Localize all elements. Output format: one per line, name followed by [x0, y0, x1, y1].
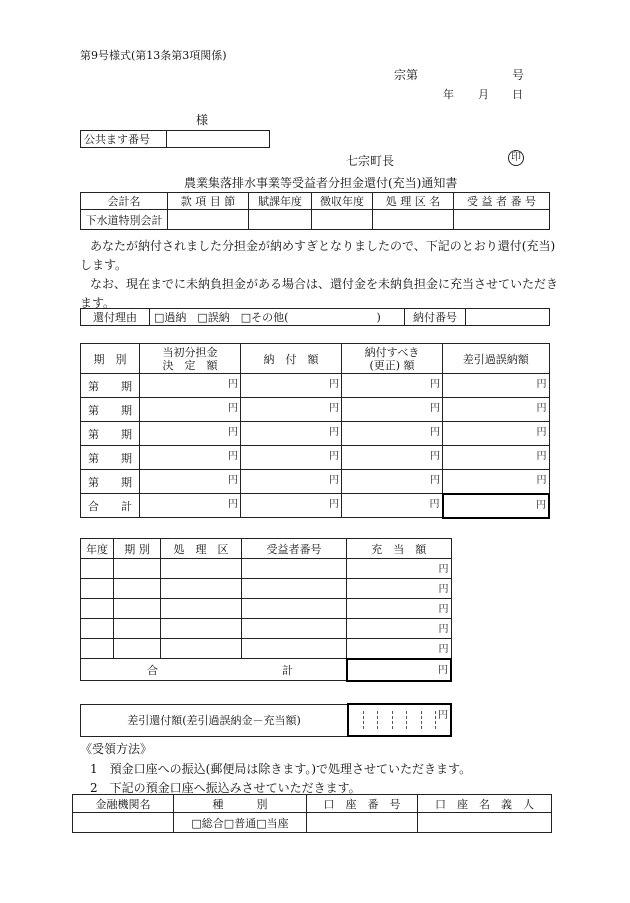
collection-year-cell[interactable] [312, 210, 373, 230]
yen-unit: 円 [430, 379, 440, 390]
paid-amount-cell[interactable] [241, 398, 342, 422]
due-amount-cell[interactable] [342, 494, 443, 518]
alloc-year-cell[interactable] [81, 599, 114, 619]
account-holder-cell[interactable] [418, 813, 552, 833]
alloc-header-1: 期 別 [114, 539, 161, 559]
addressee-suffix: 様 [196, 113, 209, 127]
yen-unit: 円 [536, 403, 547, 414]
alloc-district-cell[interactable] [161, 619, 242, 639]
alloc-period-cell[interactable] [114, 619, 161, 639]
alloc-year-cell[interactable] [81, 619, 114, 639]
alloc-amount-cell[interactable] [347, 619, 452, 639]
date-month: 月 [478, 88, 489, 101]
initial-amount-header [140, 344, 241, 374]
yen-unit: 円 [438, 624, 449, 635]
total-left: 合 [147, 663, 158, 677]
yen-unit: 円 [429, 499, 440, 510]
yen-unit: 円 [430, 403, 440, 414]
yen-unit: 円 [438, 664, 448, 676]
receipt-heading: 《受領方法》 [80, 742, 153, 756]
alloc-period-cell[interactable] [114, 599, 161, 619]
alloc-beneficiary-cell[interactable] [242, 619, 347, 639]
yen-unit: 円 [536, 475, 547, 486]
reason-label: 還付理由 [81, 309, 150, 326]
diff-amount-cell[interactable] [443, 374, 550, 398]
yen-unit: 円 [536, 427, 547, 438]
yen-unit: 円 [329, 451, 339, 462]
bank-table [72, 794, 552, 833]
account-table [80, 192, 550, 230]
due-amount-header [342, 344, 443, 374]
bank-header-3: 口 座 名 義 人 [418, 795, 552, 813]
due-amount-cell[interactable] [342, 422, 443, 446]
initial-amount-cell[interactable] [140, 374, 241, 398]
public-cmd-label: 公共ます番号 [81, 131, 167, 148]
payment-number-value[interactable] [466, 309, 550, 326]
paid-amount-cell[interactable] [241, 446, 342, 470]
alloc-year-cell[interactable] [81, 639, 114, 659]
alloc-total-amount-cell[interactable] [347, 659, 452, 681]
refund-label: 差引還付額(差引過誤納金－充当額) [81, 704, 349, 736]
public-cmd-table [80, 130, 270, 148]
period-label: 第 期 [81, 446, 140, 470]
yen-unit: 円 [430, 475, 440, 486]
date-day: 日 [512, 88, 523, 101]
paid-amount-header: 納 付 額 [241, 344, 342, 374]
alloc-period-cell[interactable] [114, 579, 161, 599]
mayor-name: 七宗町長 [346, 154, 395, 168]
alloc-header-3: 受益者番号 [242, 539, 347, 559]
account-type-options[interactable]: □総合□普通□当座 [174, 813, 307, 833]
account-header-0: 会計名 [81, 193, 168, 210]
initial-amount-cell[interactable] [140, 494, 241, 518]
alloc-amount-cell[interactable] [347, 639, 452, 659]
total-label: 合 計 [81, 494, 140, 518]
period-row [81, 374, 550, 398]
body-p1-line1: あなたが納付されました分担金が納めすぎとなりましたので、下記のとおり還付(充当) [90, 239, 556, 253]
period-label: 第 期 [81, 422, 140, 446]
refund-yen: 円 [438, 710, 448, 721]
assessment-year-cell[interactable] [249, 210, 312, 230]
alloc-period-cell[interactable] [114, 639, 161, 659]
period-table [80, 343, 550, 519]
initial-amount-cell[interactable] [140, 398, 241, 422]
due-amount-cell[interactable] [342, 374, 443, 398]
yen-unit: 円 [228, 475, 238, 486]
allocation-row [81, 599, 452, 619]
account-header-3: 徴収年度 [312, 193, 373, 210]
refund-table [80, 703, 452, 737]
paid-amount-cell[interactable] [241, 422, 342, 446]
account-header-4: 処 理 区 名 [373, 193, 454, 210]
body-p2-line2: ます。 [80, 296, 116, 310]
alloc-beneficiary-cell[interactable] [242, 559, 347, 579]
allocation-table [80, 538, 452, 682]
bank-header-2: 口 座 番 号 [307, 795, 418, 813]
total-right: 計 [282, 663, 293, 677]
initial-amount-header-line1: 当初分担金 [162, 345, 218, 359]
alloc-amount-cell[interactable] [347, 559, 452, 579]
account-header-2: 賦課年度 [249, 193, 312, 210]
period-row [81, 398, 550, 422]
allocation-row [81, 559, 452, 579]
paid-amount-cell[interactable] [241, 494, 342, 518]
yen-unit: 円 [329, 499, 339, 510]
period-row [81, 470, 550, 494]
public-cmd-value[interactable] [167, 131, 270, 148]
diff-amount-cell[interactable] [443, 494, 550, 518]
alloc-beneficiary-cell[interactable] [242, 599, 347, 619]
initial-amount-cell[interactable] [140, 446, 241, 470]
alloc-amount-cell[interactable] [347, 579, 452, 599]
date-year: 年 [443, 88, 454, 101]
account-code-cell[interactable] [168, 210, 249, 230]
form-number: 第9号様式(第13条第3項関係) [80, 49, 227, 62]
initial-amount-header-line2: 決 定 額 [162, 358, 218, 372]
alloc-period-cell[interactable] [114, 559, 161, 579]
payment-number-label: 納付番号 [405, 309, 466, 326]
beneficiary-number-cell[interactable] [454, 210, 550, 230]
due-amount-header-line1: 納付すべき [364, 345, 420, 359]
diff-amount-cell[interactable] [443, 422, 550, 446]
paid-amount-cell[interactable] [241, 374, 342, 398]
yen-unit: 円 [228, 427, 238, 438]
yen-unit: 円 [228, 379, 238, 390]
period-header: 期 別 [81, 344, 140, 374]
bank-header-1: 種 別 [174, 795, 307, 813]
allocation-row [81, 579, 452, 599]
diff-amount-header: 差引過誤納額 [443, 344, 550, 374]
period-label: 第 期 [81, 470, 140, 494]
yen-unit: 円 [536, 379, 547, 390]
yen-unit: 円 [228, 451, 238, 462]
yen-unit: 円 [430, 427, 440, 438]
yen-unit: 円 [438, 584, 449, 595]
alloc-beneficiary-cell[interactable] [242, 579, 347, 599]
due-amount-header-line2: (更正) 額 [369, 358, 415, 372]
receipt-item-1: 1 預金口座への振込(郵便局は除きます。)で処理させていただきます。 [90, 762, 472, 776]
yen-unit: 円 [329, 379, 339, 390]
initial-amount-cell[interactable] [140, 422, 241, 446]
reason-table [80, 308, 550, 326]
allocation-row [81, 639, 452, 659]
account-header-5: 受 益 者 番 号 [454, 193, 550, 210]
alloc-district-cell[interactable] [161, 599, 242, 619]
yen-unit: 円 [536, 451, 547, 462]
allocation-row [81, 619, 452, 639]
yen-unit: 円 [536, 499, 546, 511]
alloc-district-cell[interactable] [161, 579, 242, 599]
yen-unit: 円 [228, 403, 238, 414]
seal-wrapper [508, 150, 524, 166]
alloc-year-cell[interactable] [81, 559, 114, 579]
refund-amount-cell[interactable] [348, 704, 451, 736]
yen-unit: 円 [329, 475, 339, 486]
diff-amount-cell[interactable] [443, 470, 550, 494]
alloc-beneficiary-cell[interactable] [242, 639, 347, 659]
due-amount-cell[interactable] [342, 470, 443, 494]
doc-number-prefix: 宗第 [394, 68, 419, 82]
diff-amount-cell[interactable] [443, 398, 550, 422]
yen-unit: 円 [438, 604, 449, 615]
account-header-1: 款 項 目 節 [168, 193, 249, 210]
period-label: 第 期 [81, 398, 140, 422]
yen-unit: 円 [438, 564, 449, 575]
yen-unit: 円 [329, 403, 339, 414]
yen-unit: 円 [228, 499, 238, 510]
body-p2-line1: なお、現在までに未納負担金がある場合は、還付金を未納負担金に充当させていただき [90, 277, 559, 291]
alloc-district-cell[interactable] [161, 639, 242, 659]
district-name-cell[interactable] [373, 210, 454, 230]
bank-header-0: 金融機関名 [73, 795, 174, 813]
alloc-district-cell[interactable] [161, 559, 242, 579]
doc-number-suffix: 号 [512, 68, 525, 82]
period-row [81, 422, 550, 446]
body-p1-line2: します。 [80, 258, 128, 272]
alloc-amount-cell[interactable] [347, 599, 452, 619]
receipt-item-2: 2 下記の預金口座へ振込みさせていただきます。 [90, 781, 361, 795]
seal-icon: 印 [508, 150, 524, 166]
period-label: 第 期 [81, 374, 140, 398]
account-name: 下水道特別会計 [81, 210, 168, 230]
alloc-year-cell[interactable] [81, 579, 114, 599]
allocation-total-label [81, 659, 347, 681]
alloc-header-4: 充 当 額 [347, 539, 452, 559]
yen-unit: 円 [430, 451, 440, 462]
initial-amount-cell[interactable] [140, 470, 241, 494]
account-number-cell[interactable] [307, 813, 418, 833]
diff-amount-cell[interactable] [443, 446, 550, 470]
yen-unit: 円 [438, 644, 449, 655]
due-amount-cell[interactable] [342, 398, 443, 422]
reason-options[interactable]: □過納 □誤納 □その他( ) [150, 309, 405, 326]
yen-unit: 円 [329, 427, 339, 438]
document-title: 農業集落排水事業等受益者分担金還付(充当)通知書 [184, 176, 458, 190]
period-total-row [81, 494, 550, 518]
alloc-header-2: 処 理 区 [161, 539, 242, 559]
paid-amount-cell[interactable] [241, 470, 342, 494]
period-row [81, 446, 550, 470]
due-amount-cell[interactable] [342, 446, 443, 470]
allocation-total-row [81, 659, 452, 681]
alloc-header-0: 年度 [81, 539, 114, 559]
bank-name-cell[interactable] [73, 813, 174, 833]
